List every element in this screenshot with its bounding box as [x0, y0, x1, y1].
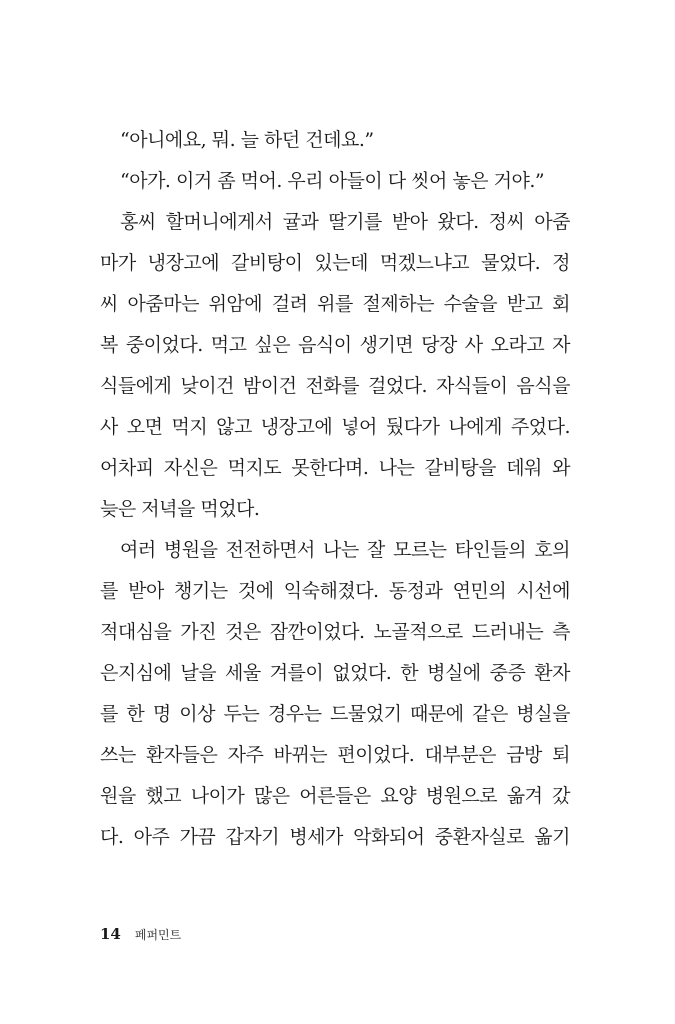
paragraph-line: 마가 냉장고에 갈비탕이 있는데 먹겠느냐고 물었다. 정 — [100, 252, 570, 274]
paragraph-line: 늦은 저녁을 먹었다. — [100, 498, 260, 520]
paragraph-line: 를 받아 챙기는 것에 익숙해졌다. 동정과 연민의 시선에 — [100, 580, 570, 602]
dialogue-line: “아니에요, 뭐. 늘 하던 건데요.” — [120, 129, 374, 151]
paragraph-line: 사 오면 먹지 않고 냉장고에 넣어 뒀다가 나에게 주었다. — [100, 416, 570, 438]
dialogue-line: “아가. 이거 좀 먹어. 우리 아들이 다 씻어 놓은 거야.” — [120, 170, 545, 192]
paragraph-line: 씨 아줌마는 위암에 걸려 위를 절제하는 수술을 받고 회 — [100, 293, 570, 315]
paragraph-line: 쓰는 환자들은 자주 바뀌는 편이었다. 대부분은 금방 퇴 — [100, 744, 570, 766]
page-footer — [100, 925, 181, 943]
paragraph-line: 은지심에 날을 세울 겨를이 없었다. 한 병실에 중증 환자 — [100, 662, 570, 684]
paragraph-line: 여러 병원을 전전하면서 나는 잘 모르는 타인들의 호의 — [120, 539, 570, 561]
paragraph-line: 다. 아주 가끔 갑자기 병세가 악화되어 중환자실로 옮기 — [100, 826, 570, 848]
paragraph-line: 원을 했고 나이가 많은 어른들은 요양 병원으로 옮겨 갔 — [100, 785, 570, 807]
page-number: 14 — [100, 925, 121, 943]
paragraph-line: 식들에게 낮이건 밤이건 전화를 걸었다. 자식들이 음식을 — [100, 375, 570, 397]
paragraph-line: 복 중이었다. 먹고 싶은 음식이 생기면 당장 사 오라고 자 — [100, 334, 570, 356]
body-text — [100, 120, 570, 858]
book-title: 페퍼민트 — [134, 928, 182, 942]
paragraph-line: 홍씨 할머니에게서 귤과 딸기를 받아 왔다. 정씨 아줌 — [120, 211, 570, 233]
paragraph-line: 어차피 자신은 먹지도 못한다며. 나는 갈비탕을 데워 와 — [100, 457, 570, 479]
paragraph-line: 적대심을 가진 것은 잠깐이었다. 노골적으로 드러내는 측 — [100, 621, 570, 643]
paragraph-line: 를 한 명 이상 두는 경우는 드물었기 때문에 같은 병실을 — [100, 703, 570, 725]
